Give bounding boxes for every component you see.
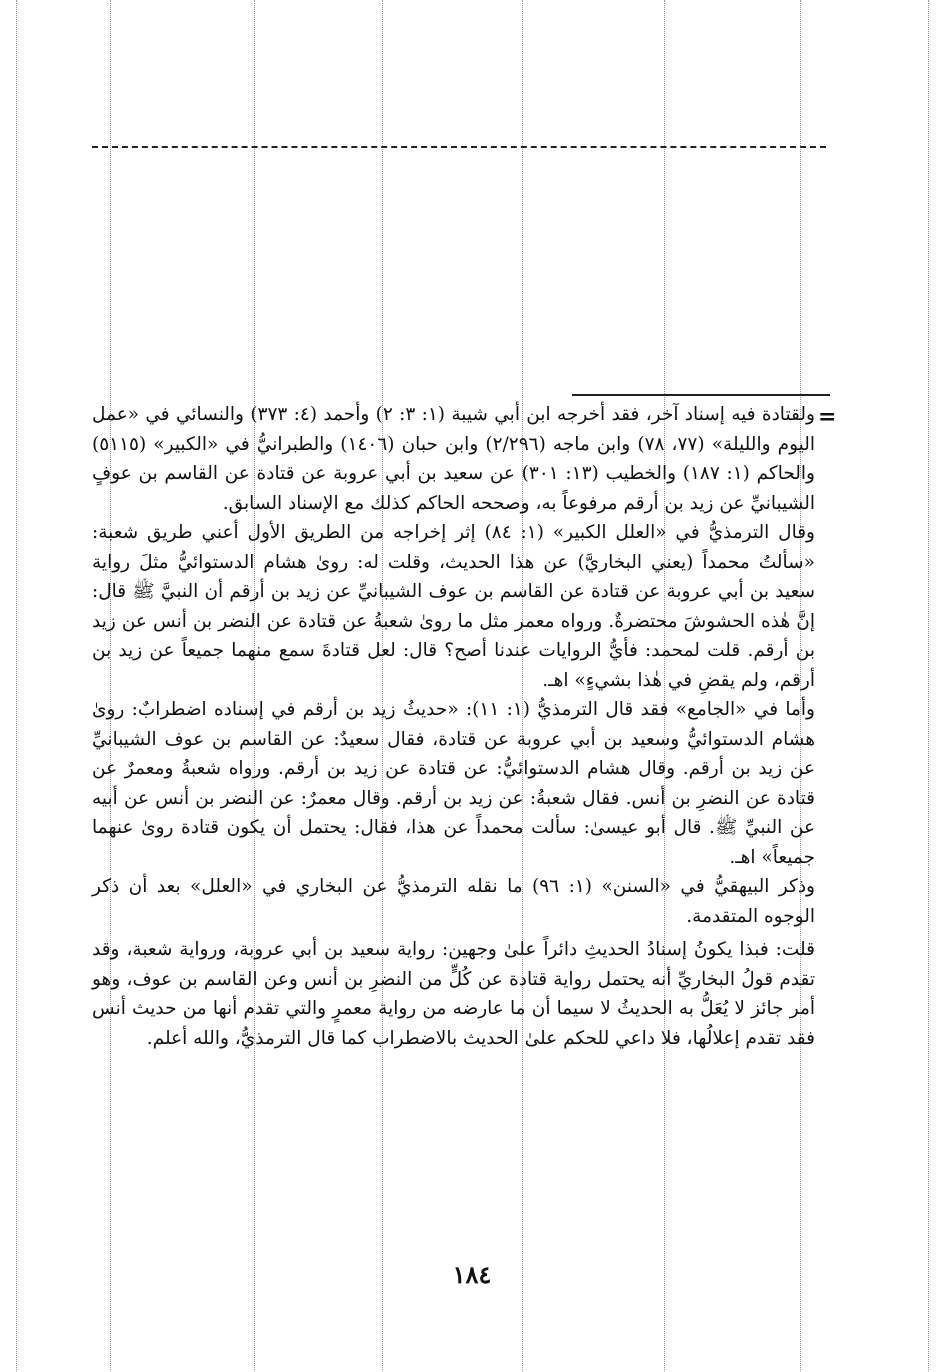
footnote-paragraph: وقال الترمذيُّ في «العلل الكبير» (١: ٨٤) إثر إخراجه من الطريق الأول أعني طريق شعبة: «سألتُ محمداً (يعني البخاريَّ) عن هذا الحديث، وقلت له: روىٰ هشام الدستوائيُّ مثلَ رواية سعيد بن أبي عروبة عن قتادة عن القاسم بن عوف الشيبانيِّ عن زيد بن أرقم أن النبيَّ ﷺ قال: إنَّ هٰذه الحشوشَ محتضرةٌ. ورواه معمر مثل ما روىٰ شعبةُ عن قتادة عن النضر بن أنس عن زيد بن أرقم. قلت لمحمد: فأيُّ الروايات عندنا أصح؟ قال: لعل قتادةَ سمع منهما جميعاً عن زيد بن أرقم، ولم يقضِ في هٰذا بشيءٍ» اهـ.	[92, 522, 815, 691]
footnote-paragraph: وذكر البيهقيُّ في «السنن» (١: ٩٦) ما نقله الترمذيُّ عن البخاري في «العلل» بعد أن ذكر الوجوه المتقدمة.	[92, 876, 815, 927]
footnote-body	[92, 400, 815, 1053]
footnote-paragraph: قلت: فبذا يكونُ إسنادُ الحديثِ دائراً علىٰ وجهين: رواية سعيد بن أبي عروبة، ورواية شعبة، وقد تقدم قولُ البخاريِّ أنه يحتمل رواية قتادة عن كُلٍّ من النضرِ بن أنس وعن القاسم بن عوف، وهو أمر جائز لا يُعَلُّ به الحديثُ لا سيما أن ما عارضه من رواية معمرٍ والتي تقدم أنها من حديث أنس فقد تقدم إعلالُها، فلا داعي للحكم علىٰ الحديث بالاضطراب كما قال الترمذيُّ، والله أعلم.	[92, 939, 815, 1049]
scan-guide-line	[16, 0, 17, 1372]
continuation-mark: =	[818, 404, 837, 430]
footnote-paragraph: وأما في «الجامع» فقد قال الترمذيُّ (١: ١١): «حديثُ زيد بن أرقم في إسناده اضطرابٌ: روىٰ هشام الدستوائيُّ وسعيد بن أبي عروبة عن قتادة، فقال سعيدٌ: عن القاسم بن عوف الشيبانيِّ عن زيد بن أرقم. وقال هشام الدستوائيُّ: عن قتادة عن زيد بن أرقم. ورواه شعبةُ ومعمرٌ عن قتادة عن النضرِ بن أنس. فقال شعبةُ: عن زيد بن أرقم. وقال معمرٌ: عن النضر بن أنس عن أبيه عن النبيِّ ﷺ. قال أبو عيسىٰ: سألت محمداً عن هذا، فقال: يحتمل أن يكون قتادة روىٰ عنهما جميعاً» اهـ.	[92, 699, 815, 868]
scan-guide-line	[928, 0, 929, 1372]
footnote-separator	[572, 394, 830, 396]
header-dashed-rule	[92, 146, 826, 148]
page-number: ١٨٤	[452, 1260, 492, 1289]
footnote-paragraph: ولقتادة فيه إسناد آخر، فقد أخرجه ابن أبي شيبة (١: ٣: ٢) وأحمد (٤: ٣٧٣) والنسائي في «عمل اليوم والليلة» (٧٧، ٧٨) وابن ماجه (٢/٢٩٦) وابن حبان (١٤٠٦) والطبرانيُّ في «الكبير» (٥١١٥) والحاكم (١: ١٨٧) والخطيب (١٣: ٣٠١) عن سعيد بن أبي عروبة عن قتادة عن القاسم بن عوفٍ الشيبانيِّ عن زيد بن أرقم مرفوعاً به، وصححه الحاكم كذلك مع الإسناد السابق.	[92, 404, 815, 514]
